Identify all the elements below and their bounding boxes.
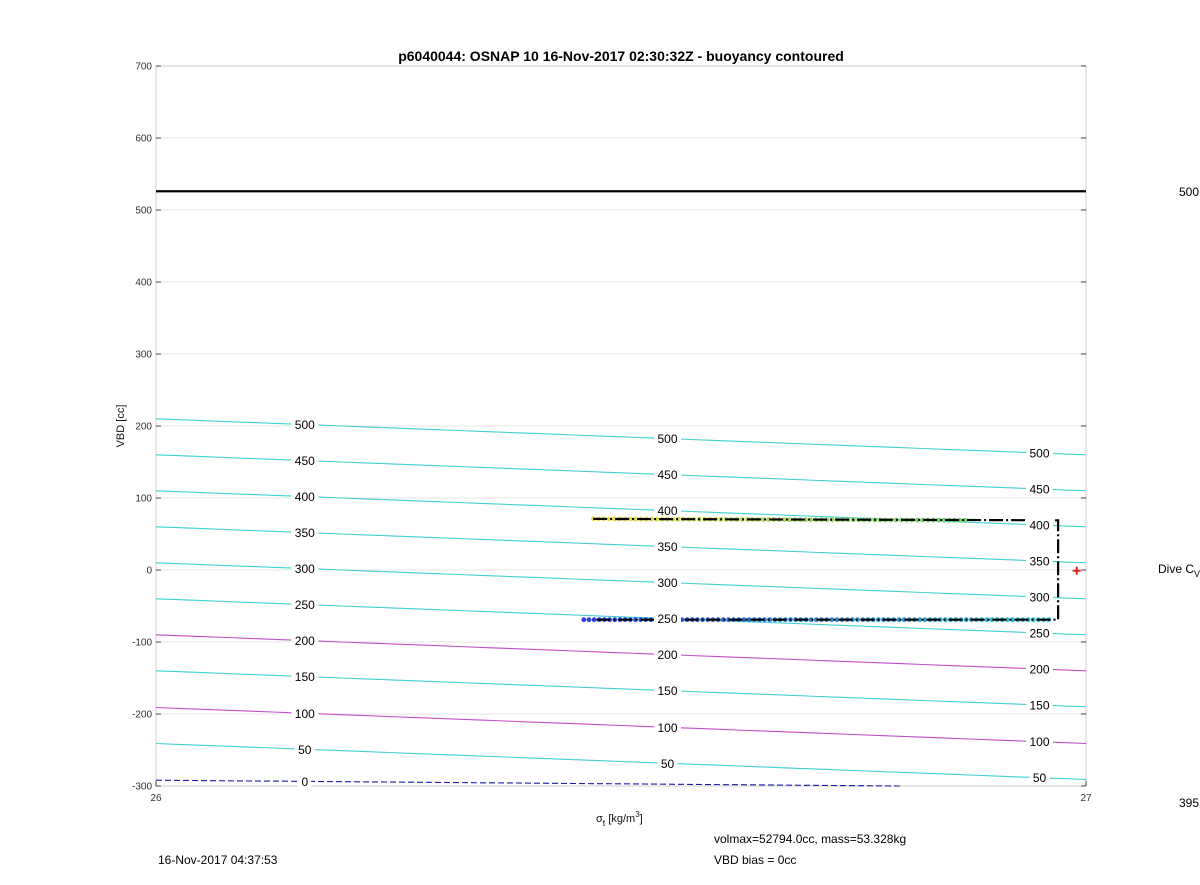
contour-label-0-0: 0 (301, 774, 309, 789)
x-axis-label (596, 810, 643, 828)
contour-label-50-2: 50 (1032, 771, 1047, 786)
footer-vbd-bias: VBD bias = 0cc (714, 853, 797, 867)
contour-label-400-0: 400 (294, 490, 315, 505)
y-axis-label: VBD [cc] (115, 404, 127, 448)
contour-label-500-1: 500 (657, 432, 678, 447)
contour-label-300-2: 300 (1029, 590, 1050, 605)
contour-label-450-0: 450 (294, 454, 315, 469)
contour-label-200-1: 200 (657, 648, 678, 663)
contour-label-300-0: 300 (294, 562, 315, 577)
contour-label-100-1: 100 (657, 720, 678, 735)
footer-volmax-mass: volmax=52794.0cc, mass=53.328kg (714, 832, 907, 846)
contour-label-50-1: 50 (660, 756, 675, 771)
y-tick-label-3: 0 (146, 565, 152, 577)
lower-data-point-2 (592, 617, 597, 622)
contour-label-300-1: 300 (657, 576, 678, 591)
contour-label-500-0: 500 (294, 418, 315, 433)
contour-label-350-2: 350 (1029, 554, 1050, 569)
contour-label-400-1: 400 (657, 504, 678, 519)
contour-label-250-0: 250 (294, 598, 315, 613)
y-tick-label-0: -300 (131, 781, 152, 793)
y-tick-label-9: 600 (135, 133, 152, 145)
y-tick-label-7: 400 (135, 277, 152, 289)
y-tick-label-2: -100 (131, 637, 152, 649)
contour-label-500-2: 500 (1029, 446, 1050, 461)
x-axis-label-sup: 3 (635, 810, 640, 819)
y-tick-label-6: 300 (135, 349, 152, 361)
x-axis-label-unit: [kg/m (608, 813, 636, 825)
side-text-bottom: 395 (1179, 796, 1200, 810)
side-text-mid-sub: V (1194, 569, 1200, 579)
x-tick-label-1: 27 (1080, 793, 1092, 804)
contour-label-350-0: 350 (294, 526, 315, 541)
side-text-mid (1158, 562, 1200, 579)
contour-label-50-0: 50 (298, 742, 312, 757)
x-axis-label-close: ] (639, 813, 643, 825)
contour-label-250-1: 250 (657, 612, 678, 627)
contour-label-150-0: 150 (294, 670, 315, 685)
x-axis-label-sub: t (602, 818, 606, 828)
footer-timestamp: 16-Nov-2017 04:37:53 (158, 853, 278, 867)
contour-label-200-0: 200 (294, 634, 315, 649)
contour-label-100-2: 100 (1029, 735, 1050, 750)
contour-label-100-0: 100 (294, 706, 315, 721)
contour-label-250-2: 250 (1029, 626, 1050, 641)
y-tick-label-5: 200 (135, 421, 152, 433)
y-tick-label-10: 700 (135, 61, 152, 73)
contour-label-350-1: 350 (657, 540, 678, 555)
contour-label-450-2: 450 (1029, 482, 1050, 497)
contour-label-150-2: 150 (1029, 698, 1050, 713)
contour-label-450-1: 450 (657, 468, 678, 483)
y-tick-label-4: 100 (135, 493, 152, 505)
contour-label-400-2: 400 (1029, 518, 1050, 533)
side-text-mid-main: Dive C (1158, 562, 1195, 576)
lower-data-point-1 (587, 617, 592, 622)
lower-data-point-0 (581, 617, 586, 622)
chart-title: p6040044: OSNAP 10 16-Nov-2017 02:30:32Z - buoyancy contoured (398, 48, 844, 64)
contour-label-150-1: 150 (657, 684, 678, 699)
contour-label-200-2: 200 (1029, 662, 1050, 677)
y-tick-label-8: 500 (135, 205, 152, 217)
y-tick-label-1: -200 (131, 709, 152, 721)
x-tick-label-0: 26 (150, 793, 162, 804)
side-text-top: 500 (1179, 185, 1200, 199)
x-axis-label-symbol: σ (596, 813, 603, 825)
